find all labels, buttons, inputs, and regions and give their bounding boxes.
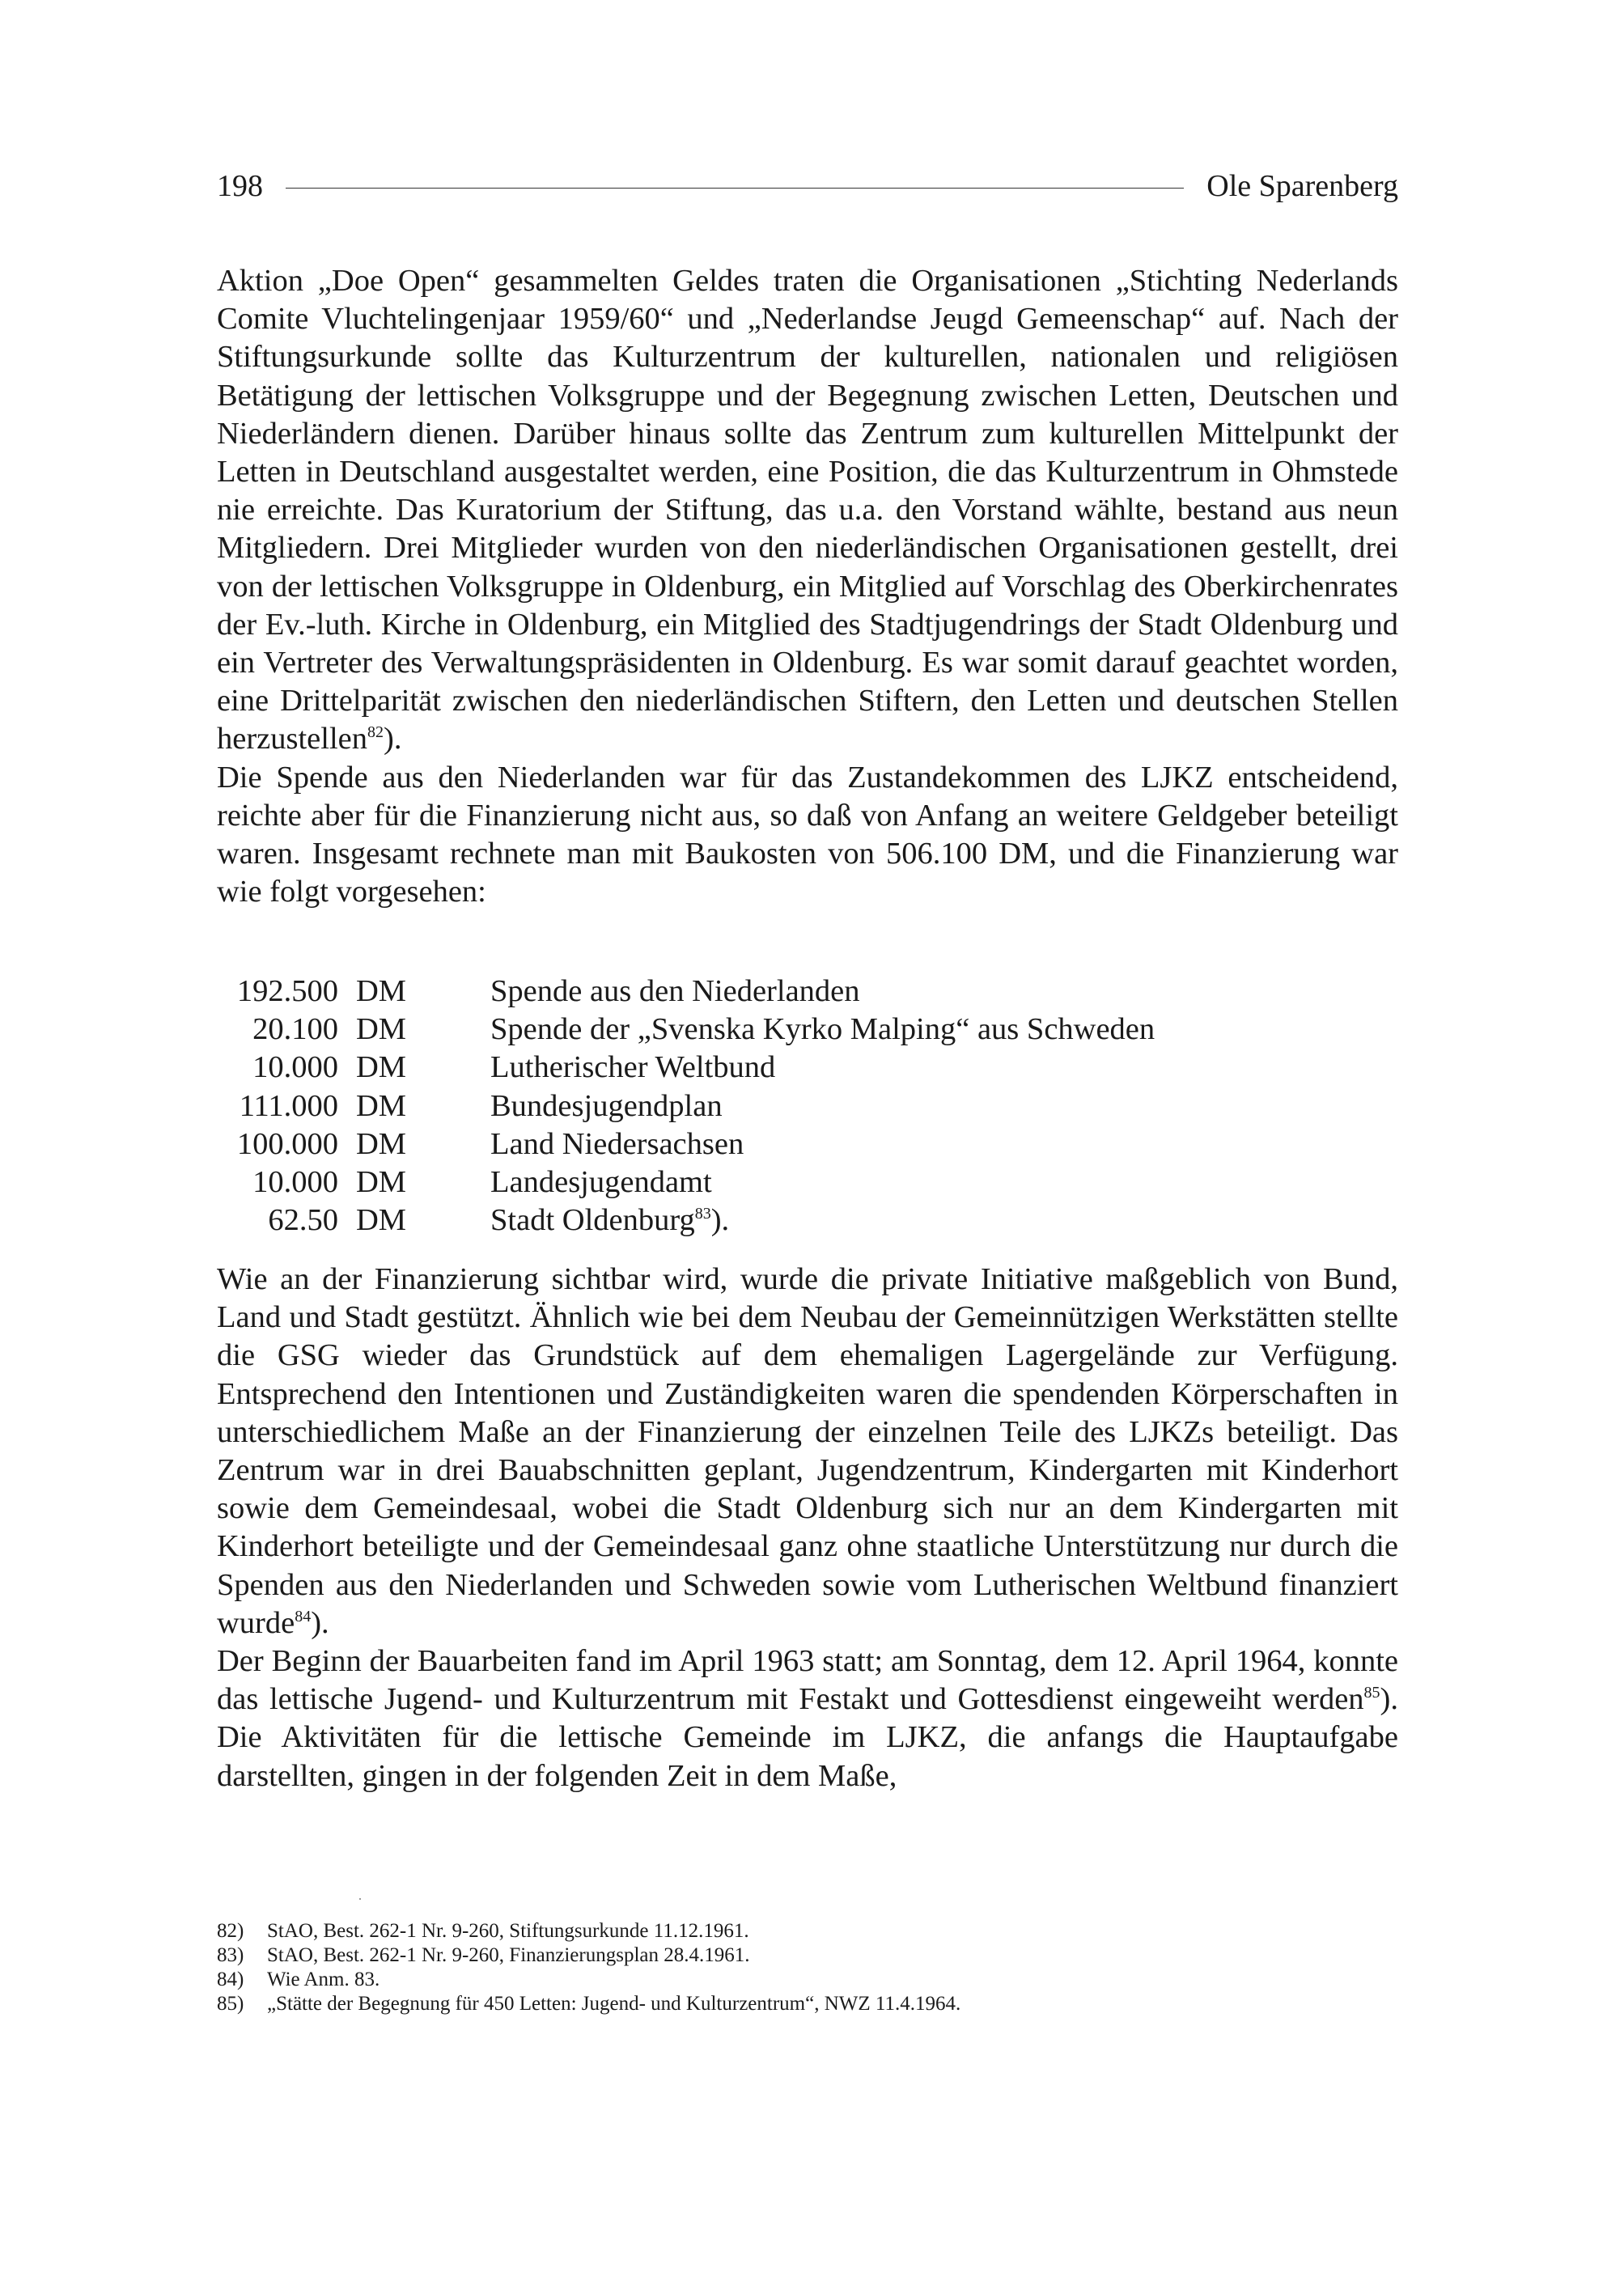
footnote-divider bbox=[359, 1898, 361, 1900]
running-header-author: Ole Sparenberg bbox=[1206, 169, 1398, 203]
financing-source-label: Lutherischer Weltbund bbox=[490, 1050, 776, 1085]
footnote-number: 82) bbox=[217, 1920, 244, 1942]
footnote-reference: 84 bbox=[295, 1607, 312, 1625]
financing-currency: DM bbox=[356, 1203, 407, 1238]
footnote-text: StAO, Best. 262-1 Nr. 9-260, Finanzierungsplan 28.4.1961. bbox=[267, 1944, 750, 1966]
footnote bbox=[217, 1943, 1398, 1968]
financing-currency: DM bbox=[356, 1050, 407, 1085]
financing-source-label: Spende der „Svenska Kyrko Malping“ aus Schweden bbox=[490, 1012, 1155, 1047]
financing-currency: DM bbox=[356, 1012, 407, 1047]
paragraph-text: Aktion „Doe Open“ gesammelten Geldes traten die Organisationen „Stichting Nederlands Comite Vluchtelingenjaar 1959/60“ und „Nederlandse Jeugd Gemeenschap“ auf. Nach der Stiftungsurkunde sollte das Kulturzentrum der kulturellen, nationalen und religiösen Betätigung der lettischen Volksgruppe und der Begegnung zwischen Letten, Deutschen und Niederländern dienen. Darüber hinaus sollte das Zentrum zum kulturellen Mittelpunkt der Letten in Deutschland ausgestaltet werden, eine Position, die das Kulturzentrum in Ohmstede nie erreichte. Das Kuratorium der Stiftung, das u.a. den Vorstand wählte, bestand aus neun Mitgliedern. Drei Mitglieder wurden von den niederländischen Organisationen gestellt, drei von der lettischen Volksgruppe in Oldenburg, ein Mitglied auf Vorschlag des Oberkirchenrates der Ev.-luth. Kirche in Oldenburg, ein Mitglied des Stadtjugendrings der Stadt Oldenburg und ein Vertreter des Verwaltungspräsidenten in Oldenburg. Es war somit darauf geachtet worden, eine Drittelparität zwischen den niederländischen Stiftern, den Letten und deutschen Stellen herzustellen bbox=[217, 264, 1398, 757]
footnote bbox=[217, 1992, 1398, 2016]
body-text-bottom bbox=[217, 1261, 1398, 1795]
paragraph-text: Die Spende aus den Niederlanden war für das Zustandekommen des LJKZ entscheidend, reichte aber für die Finanzierung nicht aus, so daß von Anfang an weitere Geldgeber beteiligt waren. Insgesamt rechnete man mit Baukosten von 506.100 DM, und die Finanzierung war wie folgt vorgesehen: bbox=[217, 760, 1398, 909]
financing-source bbox=[490, 1125, 1398, 1163]
financing-amount: 100.000 bbox=[236, 1126, 338, 1161]
footnote-reference: 85 bbox=[1363, 1684, 1380, 1702]
footnote-text: „Stätte der Begegnung für 450 Letten: Jugend- und Kulturzentrum“, NWZ 11.4.1964. bbox=[267, 1993, 961, 2015]
paragraph-tail: ). bbox=[384, 722, 402, 757]
financing-currency: DM bbox=[356, 1088, 407, 1123]
running-header bbox=[217, 162, 1398, 210]
footnote-reference: 82 bbox=[367, 723, 384, 742]
paragraph-stiftung bbox=[217, 262, 1398, 759]
financing-source bbox=[490, 1011, 1398, 1049]
header-rule bbox=[286, 188, 1184, 189]
financing-source bbox=[490, 973, 1398, 1011]
paragraph-text: Der Beginn der Bauarbeiten fand im April 1963 statt; am Sonntag, dem 12. April 1964, konnte das lettische Jugend- und Kulturzentrum mit Festakt und Gottesdienst eingeweiht werden bbox=[217, 1644, 1398, 1717]
financing-amount: 192.500 bbox=[236, 974, 338, 1008]
paragraph-text: Wie an der Finanzierung sichtbar wird, wurde die private Initiative maßgeblich von Bund, Land und Stadt gestützt. Ähnlich wie bei dem Neubau der Gemeinnützigen Werkstätten stellte die GSG wieder das Grundstück auf dem ehemaligen Lagergelände zur Verfügung. Entsprechend den Intentionen und Zuständigkeiten waren die spendenden Körperschaften in unterschiedlichem Maße an der Finanzierung der einzelnen Teile des LJKZs beteiligt. Das Zentrum war in drei Bauabschnitten geplant, Jugendzentrum, Kindergarten mit Kinderhort sowie dem Gemeindesaal, wobei die Stadt Oldenburg sich nur an dem Kindergarten mit Kinderhort beteiligte und der Gemeindesaal ganz ohne staatliche Unterstützung nur durch die Spenden aus den Niederlanden und Schweden sowie vom Lutherischen Weltbund finanziert wurde bbox=[217, 1262, 1398, 1640]
body-text-top bbox=[217, 262, 1398, 911]
financing-currency: DM bbox=[356, 1165, 407, 1200]
financing-source-label: Spende aus den Niederlanden bbox=[490, 974, 860, 1008]
financing-row bbox=[217, 1202, 1398, 1240]
footnote-text: Wie Anm. 83. bbox=[267, 1969, 380, 1990]
financing-row bbox=[217, 1163, 1398, 1202]
financing-row bbox=[217, 1011, 1398, 1049]
financing-currency: DM bbox=[356, 974, 407, 1008]
financing-source bbox=[490, 1087, 1398, 1125]
financing-source bbox=[490, 1202, 1398, 1240]
paragraph-text-continued: ). Die Aktivitäten für die lettische Gemeinde im LJKZ, die anfangs die Hauptaufgabe darstellten, gingen in der folgenden Zeit in dem Maße, bbox=[217, 1682, 1398, 1793]
financing-row bbox=[217, 973, 1398, 1011]
financing-source-tail: ). bbox=[710, 1203, 730, 1238]
footnotes bbox=[217, 1919, 1398, 2016]
financing-amount: 62.50 bbox=[268, 1203, 338, 1238]
financing-source-label: Land Niedersachsen bbox=[490, 1126, 744, 1161]
paragraph-spende bbox=[217, 759, 1398, 912]
footnote-number: 85) bbox=[217, 1993, 244, 2015]
financing-source-label: Bundesjugendplan bbox=[490, 1088, 723, 1123]
financing-amount: 10.000 bbox=[252, 1165, 338, 1200]
financing-row bbox=[217, 1049, 1398, 1087]
footnote-text: StAO, Best. 262-1 Nr. 9-260, Stiftungsurkunde 11.12.1961. bbox=[267, 1920, 749, 1942]
footnote-number: 83) bbox=[217, 1944, 244, 1966]
financing-table bbox=[217, 973, 1398, 1240]
financing-amount: 10.000 bbox=[252, 1050, 338, 1085]
financing-currency: DM bbox=[356, 1126, 407, 1161]
paragraph-tail: ). bbox=[311, 1605, 329, 1640]
financing-amount: 111.000 bbox=[239, 1088, 338, 1123]
footnote-reference: 83 bbox=[694, 1205, 711, 1223]
financing-row bbox=[217, 1125, 1398, 1163]
financing-source bbox=[490, 1049, 1398, 1087]
financing-row bbox=[217, 1087, 1398, 1125]
financing-source-label: Landesjugendamt bbox=[490, 1165, 712, 1200]
footnote bbox=[217, 1919, 1398, 1943]
financing-source-label: Stadt Oldenburg bbox=[490, 1203, 695, 1238]
paragraph-finanzierung bbox=[217, 1261, 1398, 1642]
financing-amount: 20.100 bbox=[252, 1012, 338, 1047]
footnote-number: 84) bbox=[217, 1969, 244, 1990]
page-number: 198 bbox=[217, 169, 263, 203]
footnote bbox=[217, 1968, 1398, 1992]
paragraph-bauarbeiten bbox=[217, 1642, 1398, 1795]
financing-source bbox=[490, 1163, 1398, 1202]
